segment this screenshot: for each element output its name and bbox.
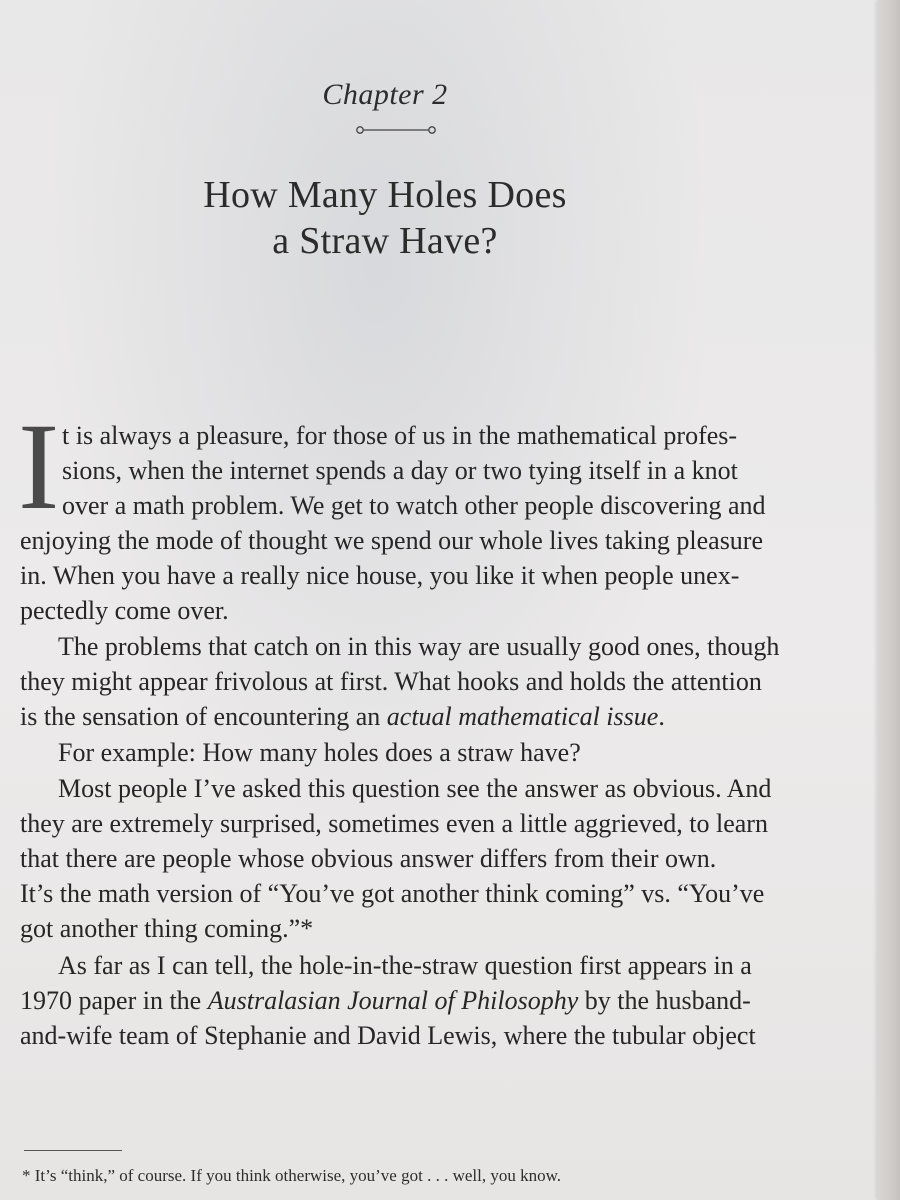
body-line: t is always a pleasure, for those of us in the mathematical profes-	[62, 421, 738, 450]
body-line-end: by the husband-	[578, 986, 751, 1015]
body-line: they might appear frivolous at first. What hooks and holds the attention	[20, 667, 762, 696]
body-line: sions, when the internet spends a day or two tying itself in a knot	[62, 456, 738, 485]
body-line: Most people I’ve asked this question see the answer as obvious. And	[58, 774, 772, 803]
body-line-end: .	[658, 702, 665, 731]
body-line: got another thing coming.”*	[20, 914, 314, 943]
body-line: they are extremely surprised, sometimes even a little aggrieved, to learn	[20, 809, 768, 838]
body-line	[20, 986, 751, 1016]
body-line-italic: actual mathematical issue	[386, 702, 659, 731]
drop-cap: I	[18, 398, 60, 535]
chapter-title-line-1: How Many Holes Does	[203, 174, 567, 216]
body-line: For example: How many holes does a straw have?	[58, 738, 581, 767]
body-line: As far as I can tell, the hole-in-the-straw question first appears in a	[58, 951, 752, 980]
body-line-text: is the sensation of encountering an	[20, 702, 387, 731]
body-line: in. When you have a really nice house, you like it when people unex-	[20, 561, 740, 590]
body-line: pectedly come over.	[20, 596, 229, 625]
chapter-label: Chapter 2	[322, 78, 448, 111]
chapter-title-line-2: a Straw Have?	[272, 220, 498, 262]
body-line-italic: Australasian Journal of Philosophy	[207, 986, 579, 1015]
footnote-rule	[24, 1150, 122, 1151]
body-line: enjoying the mode of thought we spend our whole lives taking pleasure	[20, 526, 764, 555]
body-line	[20, 702, 665, 732]
body-line: over a math problem. We get to watch other people discovering and	[62, 491, 766, 520]
body-line: and-wife team of Stephanie and David Lewis, where the tubular object	[20, 1021, 756, 1050]
body-line: It’s the math version of “You’ve got another think coming” vs. “You’ve	[20, 879, 765, 908]
body-line-text: 1970 paper in the	[20, 986, 208, 1015]
footnote: * It’s “think,” of course. If you think otherwise, you’ve got . . . well, you know.	[22, 1166, 562, 1185]
body-line: that there are people whose obvious answer differs from their own.	[20, 844, 717, 873]
body-line: The problems that catch on in this way are usually good ones, though	[58, 632, 780, 661]
